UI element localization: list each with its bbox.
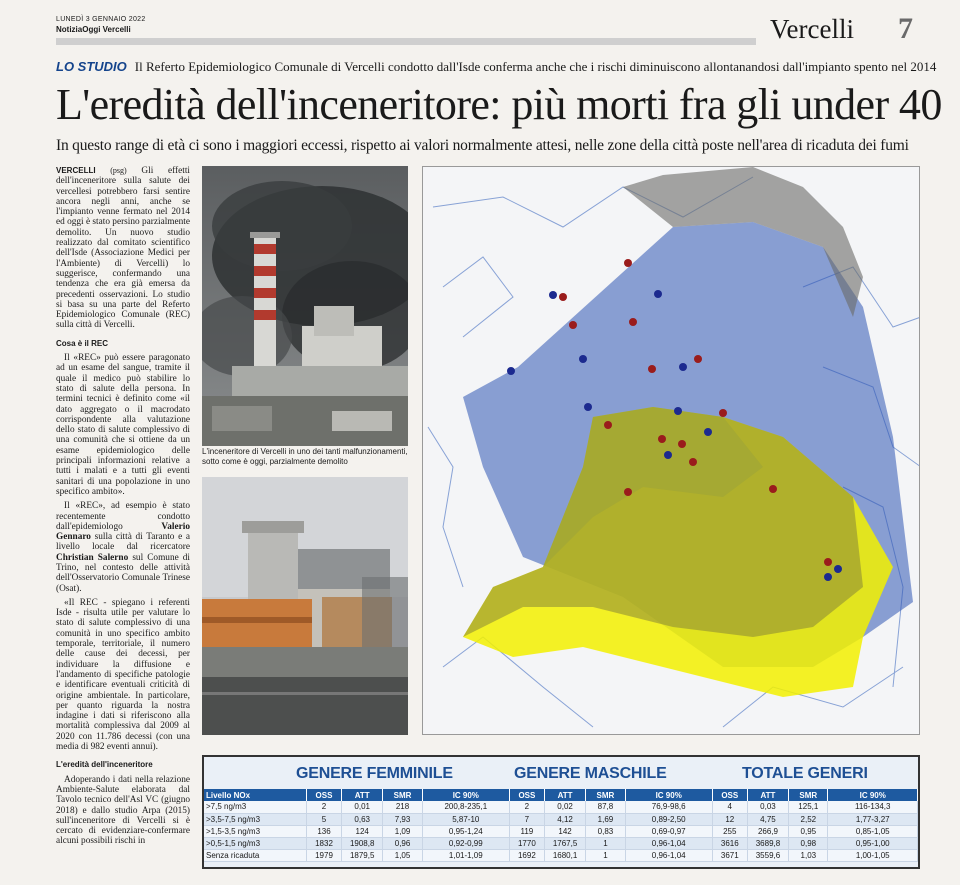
table-row bbox=[204, 837, 918, 849]
column-header: IC 90% bbox=[828, 789, 918, 801]
data-table bbox=[204, 789, 918, 862]
column-header: SMR bbox=[383, 789, 422, 801]
table-cell: 3559,6 bbox=[747, 849, 788, 861]
table-cell: 0,03 bbox=[747, 801, 788, 813]
table-cell: 0,95-1,00 bbox=[828, 837, 918, 849]
fallout-map bbox=[422, 166, 920, 735]
table-cell: >1,5-3,5 ng/m3 bbox=[204, 825, 307, 837]
table-cell: 142 bbox=[544, 825, 585, 837]
table-cell: 1,05 bbox=[383, 849, 422, 861]
table-row bbox=[204, 813, 918, 825]
table-cell: 3671 bbox=[712, 849, 747, 861]
table-cell: 218 bbox=[383, 801, 422, 813]
table-cell: 2,52 bbox=[789, 813, 828, 825]
table-cell: 0,85-1,05 bbox=[828, 825, 918, 837]
table-cell: 4,12 bbox=[544, 813, 585, 825]
table-cell: 7,93 bbox=[383, 813, 422, 825]
table-cell: 1,00-1,05 bbox=[828, 849, 918, 861]
table-cell: 136 bbox=[307, 825, 342, 837]
table-cell: 1 bbox=[586, 837, 625, 849]
genre-total-header: TOTALE GENERI bbox=[742, 765, 868, 782]
column-header: IC 90% bbox=[625, 789, 712, 801]
column-header: SMR bbox=[586, 789, 625, 801]
table-cell: Senza ricaduta bbox=[204, 849, 307, 861]
table-cell: 0,96 bbox=[383, 837, 422, 849]
table-cell: 255 bbox=[712, 825, 747, 837]
table-cell: 0,83 bbox=[586, 825, 625, 837]
table-cell: 116-134,3 bbox=[828, 801, 918, 813]
table-cell: 124 bbox=[341, 825, 382, 837]
table-cell: >7,5 ng/m3 bbox=[204, 801, 307, 813]
column-header: ATT bbox=[544, 789, 585, 801]
table-cell: 3616 bbox=[712, 837, 747, 849]
dateline: VERCELLI bbox=[56, 166, 96, 175]
table-cell: >0,5-1,5 ng/m3 bbox=[204, 837, 307, 849]
article-subheading: Cosa è il REC bbox=[56, 338, 109, 348]
table-cell: 266,9 bbox=[747, 825, 788, 837]
table-cell: 2 bbox=[509, 801, 544, 813]
header-rule bbox=[56, 38, 756, 45]
column-header: SMR bbox=[789, 789, 828, 801]
column-header: ATT bbox=[747, 789, 788, 801]
table-cell: 1,03 bbox=[789, 849, 828, 861]
table-cell: 0,95 bbox=[789, 825, 828, 837]
gender-headers bbox=[204, 765, 918, 787]
genre-male-header: GENERE MASCHILE bbox=[514, 765, 667, 782]
column-header: OSS bbox=[712, 789, 747, 801]
table-cell: 0,92-0,99 bbox=[422, 837, 509, 849]
issue-date: LUNEDÌ 3 GENNAIO 2022 bbox=[56, 16, 146, 23]
table-cell: 4 bbox=[712, 801, 747, 813]
table-row bbox=[204, 825, 918, 837]
table-cell: 1680,1 bbox=[544, 849, 585, 861]
column-header: Livello NOx bbox=[204, 789, 307, 801]
article-column bbox=[56, 166, 190, 885]
article-paragraph: «Il REC - spiegano i referenti Isde - risulta utile per valutare lo stato di salute complessivo di una comunità in uno specifico ambito temporale, territoriale, il numero delle cause dei decessi, per individuare la diffusione e l'andamento di specifiche patologie e identificare eventuali criticità di origine ambientale. In particolare, per quanto riguarda la nostra indagine i dati si riferiscono alla mortalità complessiva dal 2009 al 2020 con 11.786 decessi (con una media di 982 eventi annui). bbox=[56, 597, 190, 753]
table-cell: 119 bbox=[509, 825, 544, 837]
table-cell: 2 bbox=[307, 801, 342, 813]
article-paragraph: Il «REC», ad esempio è stato recentemente condotto dall'epidemiologo Valerio Gennaro sulla città di Taranto e a livello locale dal ricercatore Christian Salerno sul Comune di Trino, nel contesto delle attività dell'Osservatorio Comunale Trinese (Osat). bbox=[56, 501, 190, 594]
table-row bbox=[204, 801, 918, 813]
table-cell: 1908,8 bbox=[341, 837, 382, 849]
kicker bbox=[56, 59, 937, 77]
table-cell: 1832 bbox=[307, 837, 342, 849]
table-cell: 12 bbox=[712, 813, 747, 825]
table-cell: 1,09 bbox=[383, 825, 422, 837]
genre-female-header: GENERE FEMMINILE bbox=[296, 765, 453, 782]
table-cell: >3,5-7,5 ng/m3 bbox=[204, 813, 307, 825]
table-cell: 0,96-1,04 bbox=[625, 837, 712, 849]
kicker-text: Il Referto Epidemiologico Comunale di Vercelli condotto dall'Isde conferma anche che i rischi diminuiscono allontanandosi dall'impianto spento nel 2014 bbox=[134, 59, 937, 74]
table-cell: 1692 bbox=[509, 849, 544, 861]
table-cell: 1,69 bbox=[586, 813, 625, 825]
table-cell: 5 bbox=[307, 813, 342, 825]
table-cell: 0,69-0,97 bbox=[625, 825, 712, 837]
table-cell: 5,87-10 bbox=[422, 813, 509, 825]
table-cell: 1979 bbox=[307, 849, 342, 861]
table-cell: 125,1 bbox=[789, 801, 828, 813]
table-cell: 0,63 bbox=[341, 813, 382, 825]
table-header-row bbox=[204, 789, 918, 801]
table-cell: 0,95-1,24 bbox=[422, 825, 509, 837]
kicker-tag: LO STUDIO bbox=[56, 59, 127, 74]
table-cell: 1 bbox=[586, 849, 625, 861]
column-header: OSS bbox=[307, 789, 342, 801]
table-cell: 0,89-2,50 bbox=[625, 813, 712, 825]
table-cell: 1,77-3,27 bbox=[828, 813, 918, 825]
table-cell: 0,96-1,04 bbox=[625, 849, 712, 861]
table-row bbox=[204, 849, 918, 861]
page-number: 7 bbox=[898, 12, 913, 45]
table-cell: 200,8-235,1 bbox=[422, 801, 509, 813]
incinerator-today-photo bbox=[202, 477, 408, 735]
byline: (psg) bbox=[110, 166, 127, 175]
table-cell: 0,01 bbox=[341, 801, 382, 813]
table-cell: 1879,5 bbox=[341, 849, 382, 861]
headline: L'eredità dell'inceneritore: più morti fra gli under 40 bbox=[56, 80, 942, 129]
photo-caption: L'inceneritore di Vercelli in uno dei tanti malfunzionamenti, sotto come è oggi, parzialmente demolito bbox=[202, 447, 408, 466]
column-header: ATT bbox=[341, 789, 382, 801]
article-paragraph: Il «REC» può essere paragonato ad un esame del sangue, tramite il quale il medico può stabilire lo stato di salute della persona. In termini tecnici è definito come «il dato aggregato o il macrodato corrispondente alla valutazione dello stato di salute complessivo di una comunità che si ottiene da un esame epidemiologico delle principali informazioni relative a tutti i malati e a tutti gli eventi sanitari di una popolazione in uno specifico ambito». bbox=[56, 353, 190, 497]
table-cell: 1770 bbox=[509, 837, 544, 849]
article-subheading: L'eredità dell'inceneritore bbox=[56, 760, 153, 770]
mortality-table bbox=[202, 755, 920, 869]
page-header bbox=[56, 14, 920, 46]
column-header: OSS bbox=[509, 789, 544, 801]
person-name: Christian Salerno bbox=[56, 552, 129, 563]
article-paragraph: VERCELLI (psg) Gli effetti dell'inceneritore sulla salute dei vercellesi potrebbero farsi sentire ancora negli anni, anche se l'impianto venne fermato nel 2014 ed oggi è stato persino parzialmente demolito. Un nuovo studio realizzato dal comitato scientifico dell'Isde (Associazione Medici per l'Ambiente) di Vercelli) lo suggerisce, confermando una tendenza che era già emersa da precedenti osservazioni. Lo studio si basa su una parte del Referto Epidemiologico Comunale (REC) sulla città di Vercelli. bbox=[56, 166, 190, 331]
table-cell: 3689,8 bbox=[747, 837, 788, 849]
table-cell: 4,75 bbox=[747, 813, 788, 825]
table-cell: 0,98 bbox=[789, 837, 828, 849]
table-cell: 1,01-1,09 bbox=[422, 849, 509, 861]
table-cell: 1767,5 bbox=[544, 837, 585, 849]
person-name: Valerio Gennaro bbox=[56, 521, 190, 543]
subhead: In questo range di età ci sono i maggiori eccessi, rispetto ai valori normalmente attesi, nelle zone della città poste nell'area di ricaduta dei fumi bbox=[56, 137, 909, 154]
table-cell: 7 bbox=[509, 813, 544, 825]
article-paragraph: Adoperando i dati nella relazione Ambiente-Salute elaborata dal Tavolo tecnico dell'Asl VC (giugno 2018) e dallo studio Arpa (2015) sull'inceneritore di Vercelli si è cercato di evidenziare-confermare alcuni possibili rischi in bbox=[56, 774, 190, 847]
table-cell: 87,8 bbox=[586, 801, 625, 813]
newspaper-name: NotiziaOggi Vercelli bbox=[56, 25, 131, 34]
incinerator-smoke-photo bbox=[202, 166, 408, 446]
column-header: IC 90% bbox=[422, 789, 509, 801]
table-cell: 76,9-98,6 bbox=[625, 801, 712, 813]
table-cell: 0,02 bbox=[544, 801, 585, 813]
section-city: Vercelli bbox=[770, 14, 854, 44]
